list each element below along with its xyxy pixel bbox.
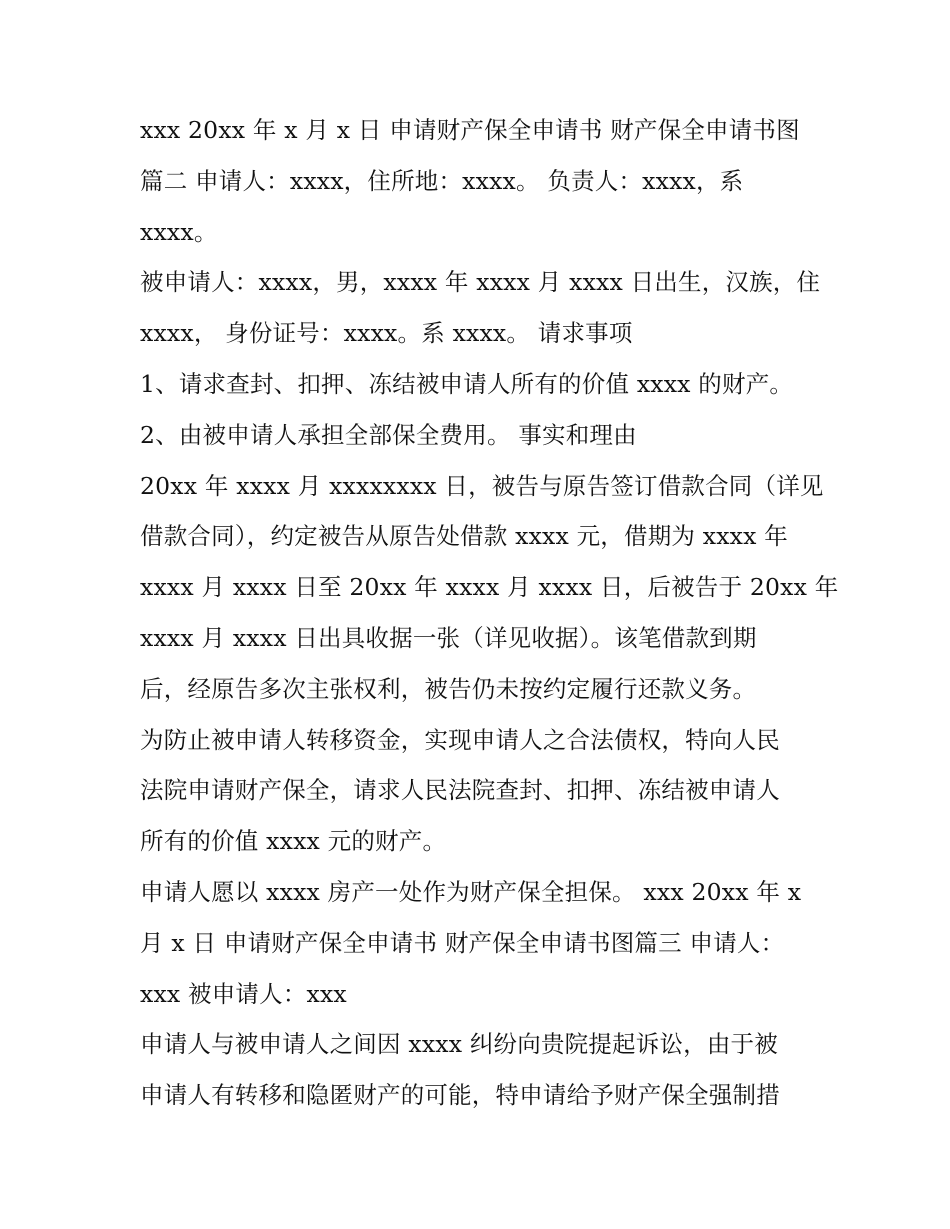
text-line: xxxx 月 xxxx 日至 20xx 年 xxxx 月 xxxx 日，后被告于 20xx 年 xyxy=(140,573,839,602)
text-line: xxxx， 身份证号：xxxx。系 xxxx。 请求事项 xyxy=(140,319,633,348)
document-body xyxy=(140,105,839,1121)
text-line: 篇二 申请人：xxxx，住所地：xxxx。 负责人：xxxx，系 xyxy=(140,166,744,195)
text-line: 申请人与被申请人之间因 xxxx 纠纷向贵院提起诉讼，由于被 xyxy=(140,1030,778,1059)
text-line: 为防止被申请人转移资金，实现申请人之合法债权，特向人民 xyxy=(140,725,780,754)
text-line: xxx 20xx 年 x 月 x 日 申请财产保全申请书 财产保全申请书图 xyxy=(140,116,800,144)
text-line: 1、请求查封、扣押、冻结被申请人所有的价值 xxxx 的财产。 xyxy=(140,369,794,398)
text-line: xxx 被申请人：xxx xyxy=(140,979,347,1008)
text-line: 申请人愿以 xxxx 房产一处作为财产保全担保。 xxx 20xx 年 x xyxy=(140,877,802,906)
text-line: 被申请人：xxxx，男，xxxx 年 xxxx 月 xxxx 日出生，汉族，住 xyxy=(140,268,821,297)
text-line: 2、由被申请人承担全部保全费用。 事实和理由 xyxy=(140,420,637,449)
text-line: xxxx。 xyxy=(140,217,218,246)
text-line: 20xx 年 xxxx 月 xxxxxxxx 日，被告与原告签订借款合同（详见 xyxy=(140,471,824,500)
text-line: 后，经原告多次主张权利，被告仍未按约定履行还款义务。 xyxy=(140,674,757,703)
text-line: xxxx 月 xxxx 日出具收据一张（详见收据）。该笔借款到期 xyxy=(140,623,757,652)
text-line: 法院申请财产保全，请求人民法院查封、扣押、冻结被申请人 xyxy=(140,776,780,805)
text-line: 借款合同），约定被告从原告处借款 xxxx 元，借期为 xxxx 年 xyxy=(140,522,788,551)
text-line: 月 x 日 申请财产保全申请书 财产保全申请书图篇三 申请人： xyxy=(140,928,785,957)
text-line: 申请人有转移和隐匿财产的可能，特申请给予财产保全强制措 xyxy=(140,1081,780,1110)
text-line: 所有的价值 xxxx 元的财产。 xyxy=(140,827,447,856)
